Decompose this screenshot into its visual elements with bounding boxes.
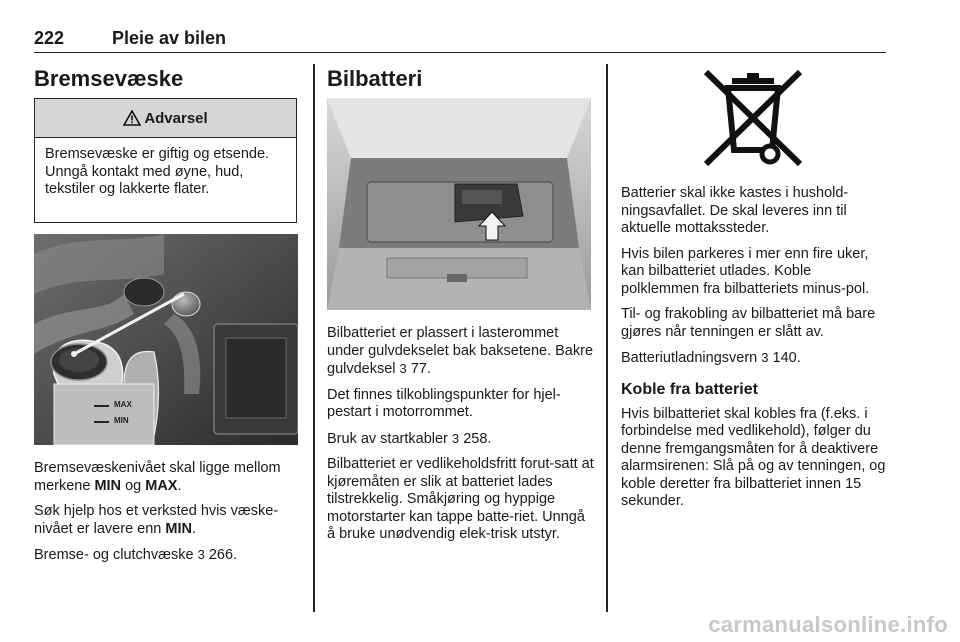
section-heading-car-battery: Bilbatteri xyxy=(327,66,423,91)
warning-header xyxy=(35,99,296,138)
paragraph: Bruk av startkabler 3 258. xyxy=(327,430,492,447)
paragraph: Bremse- og clutchvæske 3 266. xyxy=(34,547,238,563)
column-2-text xyxy=(327,325,595,552)
column-1-text xyxy=(34,460,302,573)
paragraph: Bilbatteriet er vedlikeholdsfritt forut-satt at kjøremåten er slik at batteriet lades tilstrekkelig. Småkjøring og hyppige motorstarter kan tappe batte-riet. Unngå å bruke unødvendig elek-trisk utstyr. xyxy=(327,456,594,542)
warning-triangle-icon xyxy=(123,110,141,126)
column-divider xyxy=(606,64,608,612)
column-3-text xyxy=(621,185,891,519)
page-reference-icon: 3 xyxy=(399,361,407,376)
paragraph: Hvis bilen parkeres i mer enn fire uker, kan bilbatteriet utlades. Koble polklemmen fra bilbatteriets minus-pol. xyxy=(621,245,870,297)
paragraph: Batteriutladningsvern 3 140. xyxy=(621,350,801,366)
column-1 xyxy=(34,66,299,92)
page-header xyxy=(34,26,886,53)
warning-box xyxy=(34,98,297,223)
page-reference: 77. xyxy=(410,361,431,377)
page-reference-icon: 3 xyxy=(761,350,769,365)
paragraph: Til- og frakobling av bilbatteriet må bare gjøres når tenningen er slått av. xyxy=(621,306,876,340)
warning-text: Bremsevæske er giftig og etsende. Unngå kontakt med øyne, hud, tekstiler og lakkerte flater. xyxy=(45,146,270,197)
paragraph: Søk hjelp hos et verksted hvis væske-nivået er lavere enn MIN. xyxy=(34,503,279,537)
chapter-title: Pleie av bilen xyxy=(112,28,227,48)
footer-watermark: carmanualsonline.info xyxy=(708,612,948,637)
page-reference: 258. xyxy=(463,430,492,447)
max-label: MAX xyxy=(114,400,132,409)
warning-title: Advarsel xyxy=(144,109,208,127)
page-reference: 266. xyxy=(208,547,238,563)
section-heading-brake-fluid: Bremsevæske xyxy=(34,66,184,91)
paragraph: Batterier skal ikke kastes i hushold-ningsavfallet. De skal leveres inn til aktuelle mottakssteder. xyxy=(621,185,849,236)
column-2 xyxy=(327,66,595,92)
paragraph: Bremsevæskenivået skal ligge mellom merkene MIN og MAX. xyxy=(34,460,281,494)
crossed-out-bin-icon xyxy=(698,68,808,168)
column-divider xyxy=(313,64,315,612)
min-label: MIN xyxy=(114,416,129,425)
paragraph: Det finnes tilkoblingspunkter for hjel-pestart i motorrommet. xyxy=(327,386,561,420)
brake-fluid-reservoir-image xyxy=(34,234,298,445)
subheading-disconnect-battery: Koble fra batteriet xyxy=(621,380,758,398)
paragraph: Bilbatteriet er plassert i lasterommet under gulvdekselet bak baksetene. Bakre gulvdeksel 3 77. xyxy=(327,325,594,377)
page-number: 222 xyxy=(34,28,65,48)
page-reference: 140. xyxy=(772,350,801,366)
battery-location-image xyxy=(327,98,591,310)
paragraph: Hvis bilbatteriet skal kobles fra (f.eks. i forbindelse med vedlikehold), følger du denne fremgangsmåten for å deaktivere alarmsirenen: Slå på og av tenningen, og koble deretter fra bilbatteriet innen 15 sekunder. xyxy=(621,405,886,509)
page-reference-icon: 3 xyxy=(197,547,205,562)
page-reference-icon: 3 xyxy=(451,430,460,446)
